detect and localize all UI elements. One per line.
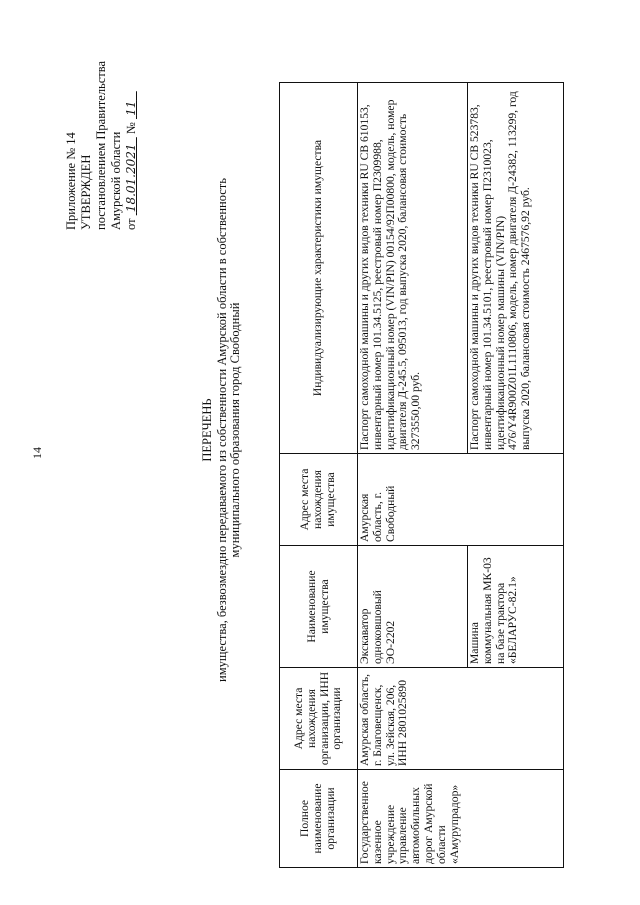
approved-label: УТВЕРЖДЕН <box>79 154 93 230</box>
document-title <box>201 150 243 710</box>
cell-org-address: Амурская область, г. Благовещенск, ул. Зейская, 206, ИНН 2801025890 <box>358 668 564 770</box>
cell-property-name: Машина коммунальная МК-03 на базе трактора «БЕЛАРУС-82.1» <box>468 546 564 668</box>
cell-property-location: Амурская область, г. Свободный <box>358 454 564 546</box>
handwritten-number: 11 <box>124 100 138 116</box>
number-prefix: № <box>124 122 138 135</box>
date-underline <box>124 137 138 215</box>
resolution-label: постановлением Правительства <box>94 60 108 230</box>
property-table <box>279 82 564 868</box>
cell-property-name: Экскаватор одноковшовый ЭО-2202 <box>358 546 468 668</box>
header-characteristics: Индивидуализирующие характеристики имущества <box>280 83 358 454</box>
header-property-location: Адрес места нахождения имущества <box>280 454 358 546</box>
cell-org-name: Государственное казенное учреждение управление автомобильных дорог Амурской области «Амурупрадор» <box>358 770 564 868</box>
header-org-name: Полное наименование организации <box>280 770 358 868</box>
header-org-address: Адрес места нахождения организации, ИНН организации <box>280 668 358 770</box>
region-label: Амурской области <box>109 131 123 230</box>
number-underline <box>124 91 138 119</box>
handwritten-date: 18.01.2021 <box>124 143 138 213</box>
rotated-page-content <box>16 28 621 890</box>
table-header-row <box>280 83 358 868</box>
header-property-name: Наименование имущества <box>280 546 358 668</box>
approval-stamp <box>64 30 139 230</box>
table-row <box>358 83 468 868</box>
page-number: 14 <box>30 447 44 459</box>
cell-characteristics: Паспорт самоходной машины и других видов техники RU CB 523783, инвентарный номер 101.34.5101, реестровый номер П2310023, идентификационный номер машины (VIN/PIN) 476/Y4R900Z01L1110806, модель, номер двигателя Д-24382, 113299, год выпуска 2020, балансовая стоимость 2467576,92 руб. <box>468 83 564 454</box>
title-heading: ПЕРЕЧЕНЬ <box>200 398 214 462</box>
appendix-label: Приложение № 14 <box>64 132 78 230</box>
title-subtitle: имущества, безвозмездно передаваемого из собственности Амурской области в собственность муниципального образования город Свободный <box>214 178 242 682</box>
cell-characteristics: Паспорт самоходной машины и других видов техники RU CB 610153, инвентарный номер 101.34.5125, реестровый номер П2309988, идентификационный номер (VIN/PIN) 00154/92П00800, модель, номер двигателя Д-245.5, 095013, год выпуска 2020, балансовая стоимость 3273550,00 руб. <box>358 83 468 454</box>
date-number-line <box>124 30 139 230</box>
from-prefix: от <box>124 218 138 230</box>
